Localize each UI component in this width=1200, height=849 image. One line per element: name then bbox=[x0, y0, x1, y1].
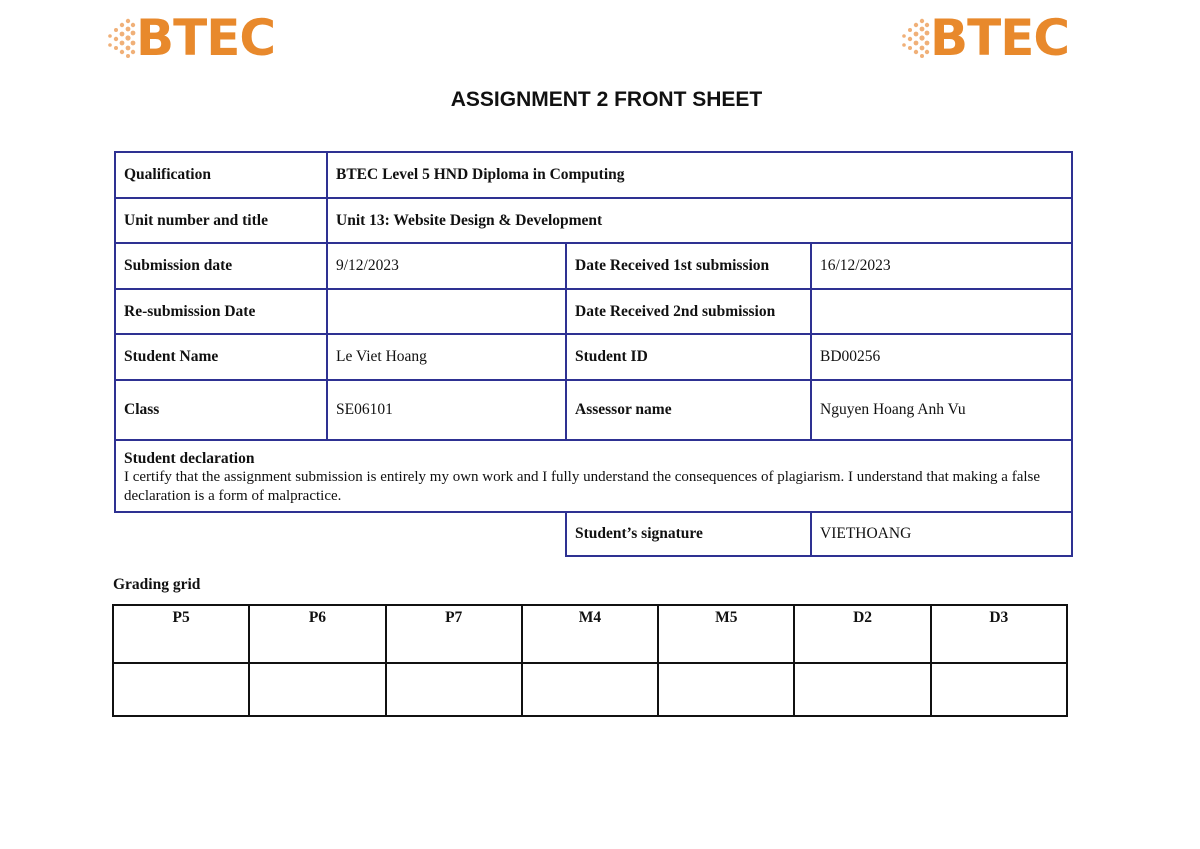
received-2nd-value bbox=[811, 289, 1072, 334]
signature-spacer bbox=[115, 512, 566, 556]
btec-logo-text: BTEC bbox=[136, 9, 276, 67]
grade-header-cell: P6 bbox=[249, 605, 385, 663]
qualification-label: Qualification bbox=[115, 152, 327, 198]
grade-value-cell bbox=[386, 663, 522, 716]
class-row bbox=[115, 380, 1072, 440]
student-name-label: Student Name bbox=[115, 334, 327, 380]
btec-logo-text: BTEC bbox=[930, 9, 1070, 67]
btec-dots-icon bbox=[900, 15, 930, 61]
btec-logo-left bbox=[106, 10, 275, 66]
grading-grid-table bbox=[112, 604, 1068, 717]
submission-date-value: 9/12/2023 bbox=[327, 243, 566, 289]
signature-row bbox=[115, 512, 1072, 556]
student-row bbox=[115, 334, 1072, 380]
grading-grid-label: Grading grid bbox=[113, 576, 201, 593]
declaration-cell bbox=[115, 440, 1072, 512]
grade-header-cell: P5 bbox=[113, 605, 249, 663]
qualification-row bbox=[115, 152, 1072, 198]
grade-header-cell: P7 bbox=[386, 605, 522, 663]
grade-value-cell bbox=[794, 663, 930, 716]
resubmission-value bbox=[327, 289, 566, 334]
front-sheet-table bbox=[114, 151, 1073, 557]
received-1st-label: Date Received 1st submission bbox=[566, 243, 811, 289]
grading-value-row bbox=[113, 663, 1067, 716]
signature-label: Student’s signature bbox=[566, 512, 811, 556]
grade-value-cell bbox=[522, 663, 658, 716]
submission-date-label: Submission date bbox=[115, 243, 327, 289]
page-title: ASSIGNMENT 2 FRONT SHEET bbox=[450, 88, 763, 111]
grade-value-cell bbox=[249, 663, 385, 716]
btec-dots-icon bbox=[106, 15, 136, 61]
declaration-title: Student declaration bbox=[124, 450, 255, 467]
student-name-value: Le Viet Hoang bbox=[327, 334, 566, 380]
grade-header-cell: D2 bbox=[794, 605, 930, 663]
submission-row bbox=[115, 243, 1072, 289]
received-1st-value: 16/12/2023 bbox=[811, 243, 1072, 289]
resubmission-label: Re-submission Date bbox=[115, 289, 327, 334]
unit-value: Unit 13: Website Design & Development bbox=[327, 198, 1072, 243]
received-2nd-label: Date Received 2nd submission bbox=[566, 289, 811, 334]
signature-value: VIETHOANG bbox=[811, 512, 1072, 556]
student-id-label: Student ID bbox=[566, 334, 811, 380]
assessor-label: Assessor name bbox=[566, 380, 811, 440]
btec-logo-right bbox=[900, 10, 1069, 66]
grading-header-row bbox=[113, 605, 1067, 663]
unit-label: Unit number and title bbox=[115, 198, 327, 243]
assessor-value: Nguyen Hoang Anh Vu bbox=[811, 380, 1072, 440]
resubmission-row bbox=[115, 289, 1072, 334]
student-id-value: BD00256 bbox=[811, 334, 1072, 380]
grade-value-cell bbox=[931, 663, 1067, 716]
grade-header-cell: M4 bbox=[522, 605, 658, 663]
unit-row bbox=[115, 198, 1072, 243]
qualification-value: BTEC Level 5 HND Diploma in Computing bbox=[327, 152, 1072, 198]
class-label: Class bbox=[115, 380, 327, 440]
class-value: SE06101 bbox=[327, 380, 566, 440]
declaration-text: I certify that the assignment submission is entirely my own work and I fully understand the consequences of plagiarism. I understand that making a false declaration is a form of malpractice. bbox=[124, 469, 1041, 504]
grade-header-cell: D3 bbox=[931, 605, 1067, 663]
declaration-row bbox=[115, 440, 1072, 512]
grade-value-cell bbox=[658, 663, 794, 716]
grade-value-cell bbox=[113, 663, 249, 716]
grade-header-cell: M5 bbox=[658, 605, 794, 663]
